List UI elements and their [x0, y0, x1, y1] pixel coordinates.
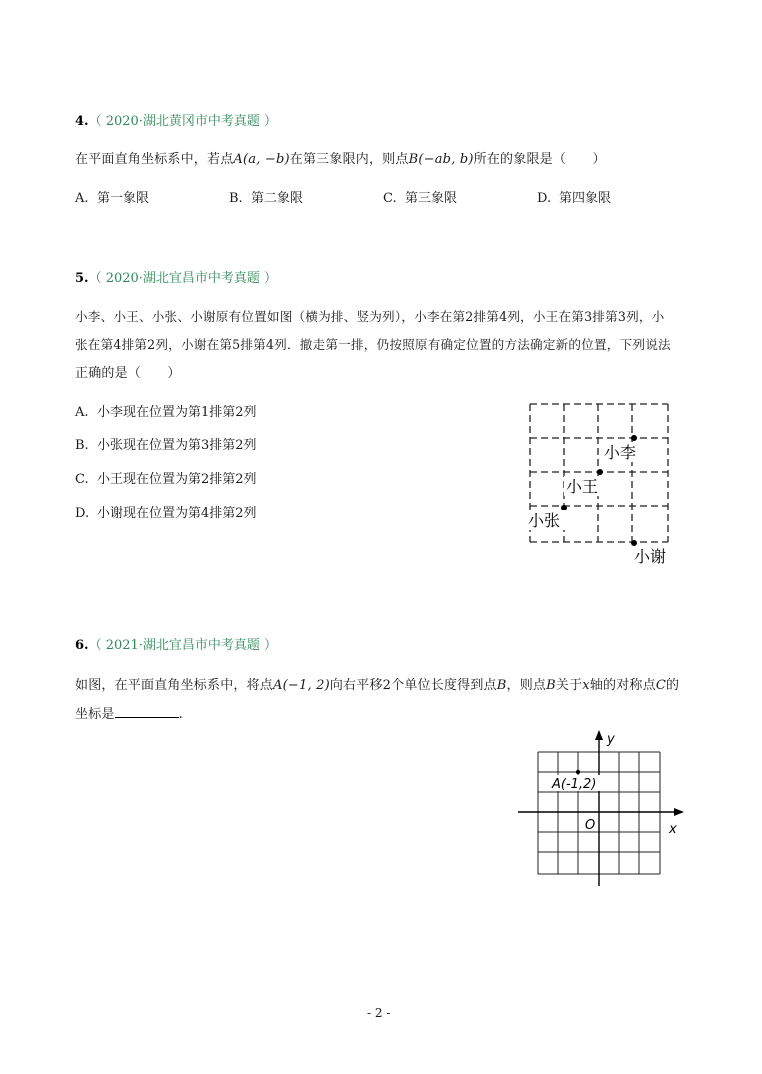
q6-header	[75, 634, 277, 653]
q5-option-b[interactable]	[75, 434, 257, 453]
option-text: 小谢现在位置为第4排第2列	[97, 506, 257, 521]
option-label: A.	[75, 191, 89, 206]
xiaowang-label: 小王	[566, 477, 599, 496]
q4-stem-c: 所在的象限是（ ）	[473, 152, 606, 167]
q4-source: （ 2020·湖北黄冈市中考真题 ）	[88, 114, 278, 129]
q6-axis-x: x	[582, 678, 590, 693]
q6-coord-a: (−1, 2)	[282, 678, 330, 693]
q6-stem-e: 轴的对称点	[589, 678, 656, 693]
q6-stem-line1	[75, 674, 679, 693]
x-axis-label: x	[669, 822, 677, 837]
q5-stem-line3: 正确的是（ ）	[75, 366, 181, 381]
option-label: A.	[75, 405, 89, 420]
answer-blank[interactable]	[115, 705, 179, 718]
q5-header	[75, 267, 277, 286]
option-text: 第四象限	[559, 191, 612, 206]
q5-stem-line1: 小李、小王、小张、小谢原有位置如图（横为排、竖为列），小李在第2排第4列，小王在第3排第3列，小	[75, 309, 665, 324]
q4-point-a: A	[233, 152, 243, 167]
xiaowang-point	[597, 469, 603, 475]
q5-seating-figure	[520, 398, 680, 568]
option-label: B.	[229, 191, 243, 206]
q6-line2-end: .	[178, 707, 183, 722]
page-number: - 2 -	[367, 1006, 391, 1020]
q6-stem-a: 如图，在平面直角坐标系中，将点	[75, 678, 274, 693]
xiaoli-label: 小李	[604, 443, 637, 462]
y-axis-label: y	[607, 732, 615, 747]
option-label: D.	[75, 506, 90, 521]
option-text: 第二象限	[251, 191, 304, 206]
option-label: D.	[537, 191, 552, 206]
q5-option-d[interactable]	[75, 502, 257, 521]
q6-point-c: C	[655, 678, 666, 693]
option-text: 小王现在位置为第2排第2列	[97, 472, 257, 487]
q6-line2-text: 坐标是	[75, 707, 115, 722]
q5-stem-line2: 张在第4排第2列，小谢在第5排第4列．撤走第一排，仍按照原有确定位置的方法确定新的位置，下列说法	[75, 337, 671, 352]
q4-number: 4.	[75, 114, 89, 129]
coordinate-axes	[518, 730, 684, 886]
q4-header	[75, 110, 277, 129]
q4-stem-a: 在平面直角坐标系中，若点	[75, 152, 234, 167]
q6-point-a: A	[273, 678, 283, 693]
q4-option-a[interactable]	[75, 187, 149, 206]
option-text: 第一象限	[97, 191, 150, 206]
q4-stem	[75, 148, 606, 167]
xiaozhang-label: 小张	[528, 511, 561, 530]
xiaoxie-label: 小谢	[634, 547, 667, 566]
q4-option-b[interactable]	[229, 187, 303, 206]
q4-stem-b: 在第三象限内，则点	[289, 152, 409, 167]
q5-number: 5.	[75, 271, 89, 286]
q4-point-b: B	[408, 152, 419, 167]
option-label: C.	[75, 472, 89, 487]
xiaoli-point	[631, 435, 637, 441]
option-label: C.	[383, 191, 397, 206]
point-a-label: A(-1,2)	[552, 777, 597, 792]
xiaoxie-point	[631, 540, 637, 546]
q5-option-c[interactable]	[75, 468, 257, 487]
q4-coord-a: (a, −b)	[243, 152, 290, 167]
q6-point-b: B	[496, 678, 507, 693]
q6-stem-c: ，则点	[506, 678, 547, 693]
q6-stem-f: 的	[666, 678, 680, 693]
q4-coord-b: (−ab, b)	[418, 152, 474, 167]
q4-option-d[interactable]	[537, 187, 611, 206]
origin-label: O	[585, 818, 596, 833]
q6-stem-d: 关于	[555, 678, 583, 693]
option-text: 小李现在位置为第1排第2列	[97, 405, 257, 420]
q6-point-b2: B	[546, 678, 556, 693]
q5-source: （ 2020·湖北宜昌市中考真题 ）	[88, 271, 278, 286]
q6-number: 6.	[75, 638, 89, 653]
option-label: B.	[75, 438, 89, 453]
point-a-dot	[576, 770, 580, 774]
option-text: 第三象限	[405, 191, 458, 206]
q4-option-c[interactable]	[383, 187, 457, 206]
option-text: 小张现在位置为第3排第2列	[97, 438, 257, 453]
q6-coordinate-figure	[512, 728, 687, 890]
q6-stem-b: 向右平移2个单位长度得到点	[329, 678, 497, 693]
q5-option-a[interactable]	[75, 401, 257, 420]
q6-source: （ 2021·湖北宜昌市中考真题 ）	[88, 638, 278, 653]
q6-stem-line2	[75, 703, 183, 722]
